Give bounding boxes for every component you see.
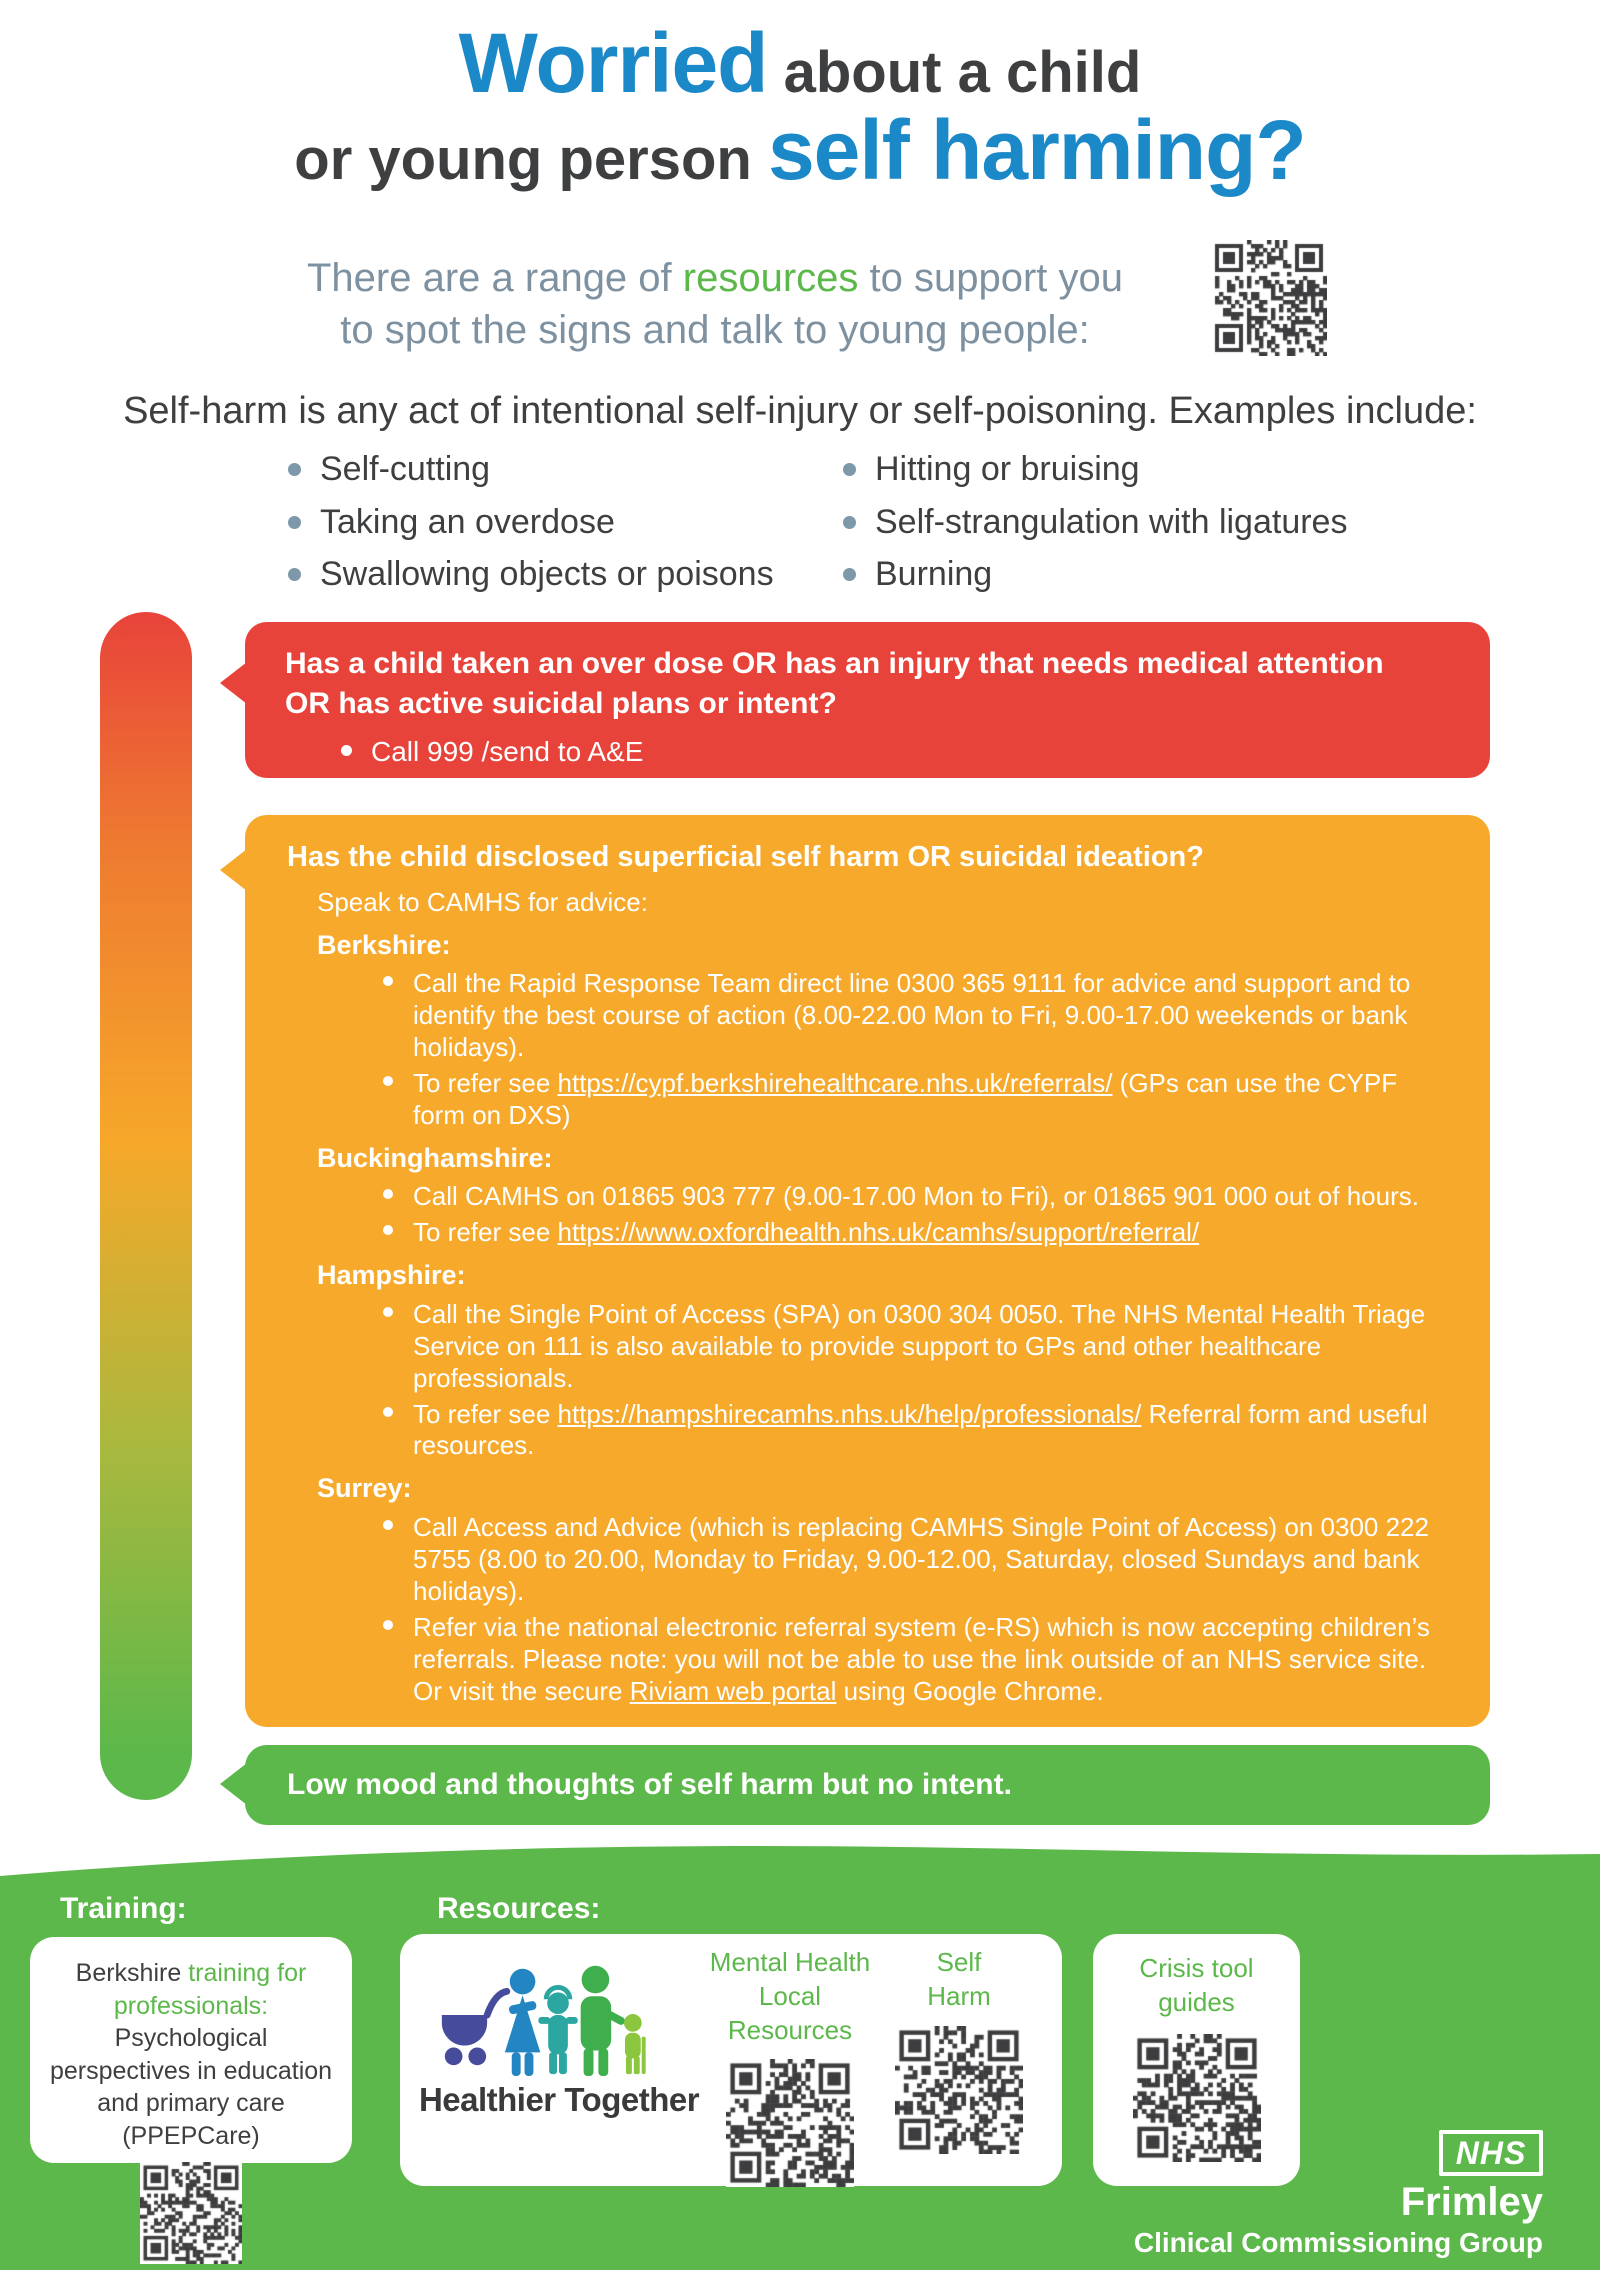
bullet-text: using Google Chrome.: [836, 1675, 1104, 1706]
title-line-2: [0, 103, 1600, 198]
subtitle-pre: There are a range of: [306, 256, 683, 300]
list-item: [383, 1217, 1448, 1249]
label-line: Self: [936, 1947, 982, 1977]
label-line: Local Resources: [727, 1980, 853, 2045]
region-label-hampshire: Hampshire:: [317, 1260, 466, 1291]
title-or-young-person: or young person: [294, 127, 768, 193]
label-line: guides: [1158, 1986, 1235, 2017]
mental-health-label: [700, 1946, 880, 2047]
buckinghamshire-bullets: [383, 1181, 1448, 1249]
bullet-text: (GPs can use the CYPF form on DXS): [413, 1068, 1398, 1131]
healthier-together-block: [414, 1952, 704, 2119]
list-item: Call the Rapid Response Team direct line 0300 365 9111 for advice and support and to identify the best course of action (8.00-22.00 Mon to Fri, 9.00-17.00 weekends or bank holidays).: [383, 968, 1448, 1064]
list-item: [383, 1399, 1448, 1463]
berkshire-referral-link[interactable]: https://cypf.berkshirehealthcare.nhs.uk/referrals/: [557, 1068, 1113, 1099]
training-card-text: [30, 1957, 352, 2152]
amber-box-heading: Has the child disclosed superficial self harm OR suicidal ideation?: [287, 841, 1204, 873]
red-box-bullet: Call 999 /send to A&E: [341, 736, 1490, 768]
examples-list-left: [288, 452, 774, 610]
nhs-logo-icon: NHS: [1439, 2130, 1543, 2176]
surrey-bullets: [383, 1512, 1448, 1708]
amber-advice-box: [245, 815, 1490, 1727]
self-harm-definition: Self-harm is any act of intentional self-injury or self-poisoning. Examples include:: [123, 390, 1477, 432]
label-line: Mental Health: [709, 1947, 871, 1977]
nhs-region-name: Frimley: [1400, 2180, 1543, 2224]
riviam-portal-link[interactable]: Riviam web portal: [629, 1675, 837, 1706]
list-item: [383, 1068, 1448, 1132]
label-line: Harm: [927, 1980, 991, 2011]
training-text-part: Psychological perspectives in education and primary care (PPEPCare): [49, 2024, 333, 2150]
mental-health-qr-code-icon: [726, 2059, 854, 2187]
subtitle-line-2: to spot the signs and talk to young people:: [340, 308, 1090, 352]
self-harm-label: [874, 1946, 1044, 2014]
green-box-heading: Low mood and thoughts of self harm but no intent.: [287, 1768, 1012, 1801]
crisis-tool-label: [1093, 1952, 1300, 2020]
berkshire-bullets: [383, 968, 1448, 1132]
hampshire-bullets: [383, 1299, 1448, 1463]
red-emergency-box: [245, 622, 1490, 778]
speech-tail-icon: [220, 1763, 247, 1805]
hampshire-camhs-link[interactable]: https://hampshirecamhs.nhs.uk/help/professionals/: [557, 1398, 1142, 1429]
list-item: Taking an overdose: [288, 505, 774, 541]
title-about-a-child: about a child: [767, 40, 1142, 105]
label-line: Crisis tool: [1139, 1953, 1254, 1983]
red-box-heading: Has a child taken an over dose OR has an injury that needs medical attention OR has active suicidal plans or intent?: [285, 647, 1384, 720]
examples-list-right: [843, 452, 1347, 610]
list-item: [383, 1612, 1448, 1708]
speech-tail-icon: [220, 662, 247, 704]
list-item: Swallowing objects or poisons: [288, 557, 774, 593]
nhs-organisation-name: Clinical Commissioning Group: [1133, 2227, 1543, 2258]
camhs-intro: Speak to CAMHS for advice:: [317, 887, 648, 918]
footer-wave-edge: [0, 1842, 1600, 1882]
training-text-part: Berkshire: [75, 1959, 189, 1987]
nhs-identity: [1134, 2130, 1543, 2259]
bullet-text: To refer see: [413, 1217, 558, 1248]
region-label-surrey: Surrey:: [317, 1473, 412, 1504]
title-line-1: [0, 16, 1600, 110]
bullet-text: To refer see: [413, 1068, 558, 1099]
list-item: Hitting or bruising: [843, 452, 1347, 488]
resources-section-label: Resources:: [437, 1892, 601, 1925]
subtitle-line-1: [200, 252, 1230, 304]
subtitle-resources-word: resources: [682, 256, 859, 300]
page-title: [0, 16, 1600, 198]
resources-card: [400, 1934, 1062, 2186]
list-item: Call the Single Point of Access (SPA) on 0300 304 0050. The NHS Mental Health Triage Service on 111 is also available to provide support to GPs and other healthcare professionals.: [383, 1299, 1448, 1395]
bullet-text: Referral form and useful resources.: [413, 1398, 1428, 1461]
subtitle-post: to support you: [858, 256, 1123, 300]
training-section-label: Training:: [60, 1892, 187, 1925]
subtitle: [200, 252, 1230, 356]
healthier-together-wordmark: Healthier Together: [418, 2081, 700, 2118]
mental-health-resources-column: [700, 1946, 880, 2192]
region-label-berkshire: Berkshire:: [317, 930, 451, 961]
list-item: Self-strangulation with ligatures: [843, 505, 1347, 541]
bullet-text: To refer see: [413, 1398, 558, 1429]
training-card: [30, 1937, 352, 2163]
list-item: Call Access and Advice (which is replacing CAMHS Single Point of Access) on 0300 222 5755 (8.00 to 20.00, Monday to Friday, 9.00-12.00, Saturday, closed Sundays and bank holidays).: [383, 1512, 1448, 1608]
bullet-text: Refer via the national electronic referral system (e-RS) which is now accepting children’s referrals. Please note: you will not be able to use the link outside of an NHS service site. Or visit the secure: [413, 1611, 1430, 1706]
self-harm-qr-code-icon: [895, 2026, 1023, 2154]
amber-box-content: [245, 815, 1490, 1707]
speech-tail-icon: [220, 849, 247, 891]
self-harm-resources-column: [874, 1946, 1044, 2159]
list-item: Self-cutting: [288, 452, 774, 488]
training-qr-code-icon: [140, 2162, 242, 2264]
green-low-risk-box: [245, 1745, 1490, 1825]
list-item: Call CAMHS on 01865 903 777 (9.00-17.00 Mon to Fri), or 01865 901 000 out of hours.: [383, 1181, 1448, 1213]
training-text-green-part: training for professionals:: [113, 1959, 307, 2020]
list-item: Burning: [843, 557, 1347, 593]
severity-gradient-bar: [100, 612, 192, 1800]
oxfordhealth-referral-link[interactable]: https://www.oxfordhealth.nhs.uk/camhs/support/referral/: [557, 1217, 1200, 1248]
title-self-harming: self harming?: [767, 103, 1306, 198]
healthier-together-logo-icon: [428, 1952, 690, 2080]
resources-qr-code-icon: [1211, 240, 1327, 356]
region-label-buckinghamshire: Buckinghamshire:: [317, 1143, 553, 1174]
title-word-worried: Worried: [458, 16, 768, 110]
